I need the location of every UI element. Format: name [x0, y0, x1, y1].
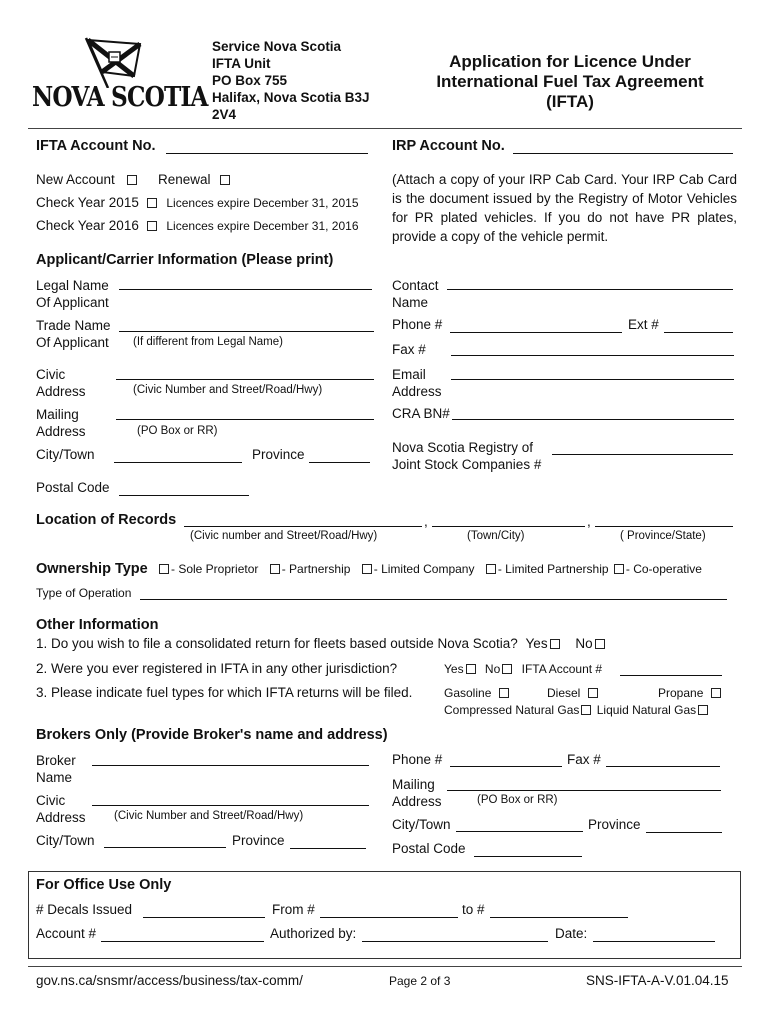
broker-province2-label: Province [588, 817, 641, 832]
civic-label-2: Address [36, 384, 86, 399]
page-number: Page 2 of 3 [389, 974, 451, 988]
trade-name-hint: (If different from Legal Name) [133, 336, 283, 348]
header-divider [28, 128, 742, 129]
limited-partnership-checkbox[interactable] [486, 564, 496, 574]
question-3-text: 3. Please indicate fuel types for which IFTA returns will be filed. [36, 685, 413, 700]
broker-civic-label-1: Civic [36, 793, 66, 808]
type-of-operation-input[interactable] [140, 585, 727, 600]
fax-label: Fax # [392, 342, 426, 357]
city-label: City/Town [36, 447, 95, 462]
broker-mailing-label-1: Mailing [392, 777, 435, 792]
mailing-label-2: Address [36, 424, 86, 439]
broker-city2-label: City/Town [392, 817, 451, 832]
authorized-by-input[interactable] [362, 927, 548, 942]
q2-yes-checkbox[interactable] [466, 664, 476, 674]
q2-ifta-account-input[interactable] [620, 661, 722, 676]
to-label: to # [462, 902, 485, 917]
location-records-heading: Location of Records [36, 512, 177, 528]
broker-mailing-label-2: Address [392, 794, 442, 809]
legal-name-label-1: Legal Name [36, 278, 109, 293]
broker-city2-input[interactable] [456, 817, 583, 832]
province-label: Province [252, 447, 305, 462]
sole-proprietor-checkbox[interactable] [159, 564, 169, 574]
applicant-heading: Applicant/Carrier Information (Please print) [36, 252, 334, 268]
broker-phone-label: Phone # [392, 752, 443, 767]
records-province-input[interactable] [595, 512, 733, 527]
registry-label [392, 439, 541, 473]
comma-separator: , [587, 514, 591, 529]
logo-wordmark: NOVA SCOTIA [32, 82, 208, 113]
check-year-2015-label: Check Year 2015 [36, 195, 139, 210]
broker-name-input[interactable] [92, 751, 369, 766]
registry-input[interactable] [552, 440, 733, 455]
broker-mailing-input[interactable] [447, 776, 721, 791]
agency-address [212, 38, 370, 123]
contact-label-2: Name [392, 295, 429, 310]
records-civic-input[interactable] [184, 512, 422, 527]
records-province-hint: ( Province/State) [620, 530, 706, 542]
gasoline-option [444, 686, 511, 700]
limited-partnership-label: - Limited Partnership [497, 562, 609, 576]
civic-address-hint: (Civic Number and Street/Road/Hwy) [133, 384, 323, 396]
irp-account-input[interactable] [513, 139, 733, 154]
broker-mailing-label [392, 776, 442, 810]
broker-phone-input[interactable] [450, 752, 562, 767]
check-year-2015-checkbox[interactable] [147, 198, 157, 208]
limited-company-label: - Limited Company [373, 562, 475, 576]
broker-fax-label: Fax # [567, 752, 601, 767]
title-line: International Fuel Tax Agreement [436, 72, 704, 91]
cng-checkbox[interactable] [581, 705, 591, 715]
address-line: 2V4 [212, 107, 237, 122]
partnership-checkbox[interactable] [270, 564, 280, 574]
broker-province-input[interactable] [290, 834, 366, 849]
contact-label-1: Contact [392, 278, 439, 293]
city-input[interactable] [114, 448, 242, 463]
ifta-account-label: IFTA Account No. [36, 138, 156, 154]
address-line: PO Box 755 [212, 73, 288, 88]
office-use-heading: For Office Use Only [36, 877, 172, 893]
ext-input[interactable] [664, 318, 733, 333]
broker-postal-label: Postal Code [392, 841, 466, 856]
question-1 [36, 636, 607, 651]
records-civic-hint: (Civic number and Street/Road/Hwy) [190, 530, 378, 542]
email-label-2: Address [392, 384, 442, 399]
broker-civic-label [36, 792, 86, 826]
partnership-label: - Partnership [281, 562, 351, 576]
q2-no-checkbox[interactable] [502, 664, 512, 674]
address-line: Service Nova Scotia [212, 39, 342, 54]
new-account-label: New Account [36, 172, 115, 187]
renewal-label: Renewal [158, 172, 211, 187]
lng-checkbox[interactable] [698, 705, 708, 715]
email-label-1: Email [392, 367, 426, 382]
postal-code-label: Postal Code [36, 480, 110, 495]
broker-postal-input[interactable] [474, 842, 582, 857]
trade-name-input[interactable] [119, 317, 374, 332]
broker-province2-input[interactable] [646, 818, 722, 833]
broker-civic-label-2: Address [36, 810, 86, 825]
contact-name-input[interactable] [447, 275, 733, 290]
other-information-heading: Other Information [36, 617, 159, 633]
decals-issued-input[interactable] [143, 903, 265, 918]
limited-company-checkbox[interactable] [362, 564, 372, 574]
title-line: (IFTA) [546, 92, 594, 111]
q1-no-label: No [575, 636, 593, 651]
lng-label: Liquid Natural Gas [596, 703, 697, 717]
propane-option [658, 686, 723, 700]
broker-civic-input[interactable] [92, 791, 369, 806]
broker-fax-input[interactable] [606, 752, 720, 767]
new-account-checkbox[interactable] [127, 175, 137, 185]
mailing-address-input[interactable] [116, 405, 374, 420]
broker-city-label: City/Town [36, 833, 95, 848]
gasoline-label: Gasoline [444, 686, 492, 700]
ext-label: Ext # [628, 317, 659, 332]
comma-separator: , [424, 514, 428, 529]
contact-name-label [392, 277, 439, 311]
gasoline-checkbox[interactable] [499, 688, 509, 698]
broker-name-label [36, 752, 76, 786]
legal-name-label-2: Of Applicant [36, 295, 109, 310]
trade-name-label [36, 317, 111, 351]
email-input[interactable] [451, 365, 734, 380]
check-year-2016-label: Check Year 2016 [36, 218, 139, 233]
address-line: Halifax, Nova Scotia B3J [212, 90, 370, 105]
broker-city-input[interactable] [104, 833, 226, 848]
registry-label-2: Joint Stock Companies # [392, 457, 542, 472]
natural-gas-options [444, 703, 710, 717]
civic-address-label [36, 366, 86, 400]
ifta-account-input[interactable] [166, 139, 368, 154]
diesel-checkbox[interactable] [588, 688, 598, 698]
q1-yes-checkbox[interactable] [550, 639, 560, 649]
broker-label-1: Broker [36, 753, 76, 768]
ownership-options [157, 562, 702, 576]
footer-divider [28, 966, 742, 967]
check-year-2016-checkbox[interactable] [147, 221, 157, 231]
co-operative-label: - Co-operative [625, 562, 702, 576]
flag-icon [82, 36, 144, 88]
renewal-checkbox[interactable] [220, 175, 230, 185]
footer-url: gov.ns.ca/snsmr/access/business/tax-comm/ [36, 973, 303, 988]
from-input[interactable] [320, 903, 458, 918]
from-label: From # [272, 902, 315, 917]
address-line: IFTA Unit [212, 56, 271, 71]
propane-label: Propane [658, 686, 704, 700]
brokers-heading: Brokers Only (Provide Broker's name and address) [36, 727, 388, 743]
authorized-by-label: Authorized by: [270, 926, 357, 941]
decals-issued-label: # Decals Issued [36, 902, 133, 917]
records-town-input[interactable] [432, 512, 585, 527]
postal-code-input[interactable] [119, 481, 249, 496]
trade-name-label-1: Trade Name [36, 318, 111, 333]
question-2-options [444, 662, 602, 676]
mailing-address-hint: (PO Box or RR) [137, 425, 218, 437]
date-input[interactable] [593, 927, 715, 942]
email-label [392, 366, 442, 400]
sole-proprietor-label: - Sole Proprietor [171, 562, 259, 576]
expire-2016-note: Licences expire December 31, 2016 [166, 219, 359, 233]
phone-label: Phone # [392, 317, 443, 332]
fax-input[interactable] [451, 341, 734, 356]
type-of-operation-label: Type of Operation [36, 586, 132, 600]
form-code: SNS-IFTA-A-V.01.04.15 [586, 973, 729, 988]
co-operative-checkbox[interactable] [614, 564, 624, 574]
cng-label: Compressed Natural Gas [444, 703, 580, 717]
date-label: Date: [555, 926, 588, 941]
legal-name-input[interactable] [119, 275, 372, 290]
form-title [420, 52, 720, 112]
trade-name-label-2: Of Applicant [36, 335, 109, 350]
civic-address-input[interactable] [116, 365, 374, 380]
q1-no-checkbox[interactable] [595, 639, 605, 649]
propane-checkbox[interactable] [711, 688, 721, 698]
to-input[interactable] [490, 903, 628, 918]
irp-account-label: IRP Account No. [392, 138, 505, 154]
legal-name-label [36, 277, 109, 311]
ownership-type-heading: Ownership Type [36, 561, 148, 577]
diesel-option [547, 686, 600, 700]
civic-label-1: Civic [36, 367, 66, 382]
cra-bn-input[interactable] [452, 405, 734, 420]
q2-yes-label: Yes [444, 662, 464, 676]
irp-attach-note: (Attach a copy of your IRP Cab Card. Your IRP Cab Card is the document issued by the Registry of Motor Vehicles for PR plated vehicles. If you do not have PR plates, provide a copy of the vehicle permit. [392, 172, 737, 244]
diesel-label: Diesel [547, 686, 581, 700]
q1-yes-label: Yes [525, 636, 548, 651]
title-line: Application for Licence Under [449, 52, 691, 71]
office-account-input[interactable] [101, 927, 264, 942]
question-2-text: 2. Were you ever registered in IFTA in any other jurisdiction? [36, 661, 398, 676]
mailing-label-1: Mailing [36, 407, 79, 422]
province-input[interactable] [309, 448, 370, 463]
broker-label-2: Name [36, 770, 73, 785]
broker-mailing-hint: (PO Box or RR) [477, 794, 558, 806]
broker-province-label: Province [232, 833, 285, 848]
broker-civic-hint: (Civic Number and Street/Road/Hwy) [114, 810, 304, 822]
records-town-hint: (Town/City) [467, 530, 525, 542]
registry-label-1: Nova Scotia Registry of [392, 440, 534, 455]
q2-no-label: No [484, 662, 501, 676]
cra-bn-label: CRA BN# [392, 406, 450, 421]
office-account-label: Account # [36, 926, 97, 941]
phone-input[interactable] [450, 318, 622, 333]
ifta-account-label-2: IFTA Account # [521, 662, 603, 676]
expire-2015-note: Licences expire December 31, 2015 [166, 196, 359, 210]
mailing-address-label [36, 406, 86, 440]
question-1-text: 1. Do you wish to file a consolidated return for fleets based outside Nova Scotia? [36, 636, 518, 651]
